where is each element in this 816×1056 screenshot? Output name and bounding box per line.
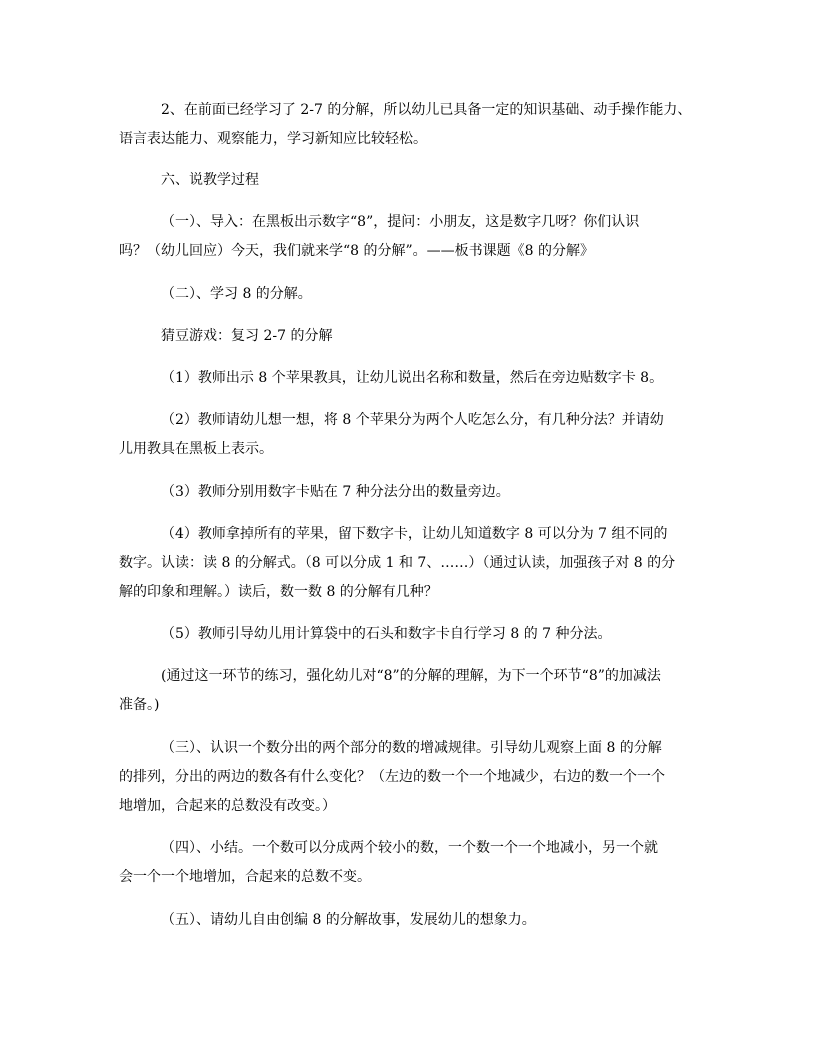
text-line: （4）教师拿掉所有的苹果，留下数字卡，让幼儿知道数字 8 可以分为 7 组不同的 — [161, 526, 668, 542]
paragraph-step-4 — [119, 520, 709, 607]
text-line: 儿用教具在黑板上表示。 — [119, 441, 273, 457]
paragraph-practice-note — [119, 662, 709, 720]
text-line: （五）、请幼儿自由创编 8 的分解故事，发展幼儿的想象力。 — [161, 912, 536, 928]
text-line: （5）教师引导幼儿用计算袋中的石头和数字卡自行学习 8 的 7 种分法。 — [161, 626, 612, 642]
paragraph-part-3 — [119, 734, 709, 821]
text-line: 语言表达能力、观察能力，学习新知应比较轻松。 — [119, 131, 427, 147]
text-line: (通过这一环节的练习，强化幼儿对“8”的分解的理解，为下一个环节“8”的加减法 — [161, 668, 661, 684]
text-line: 准备。) — [119, 697, 160, 713]
text-line: （三）、认识一个数分出的两个部分的数的增减规律。引导幼儿观察上面 8 的分解 — [161, 740, 662, 756]
text-line: （1）教师出示 8 个苹果教具，让幼儿说出名称和数量，然后在旁边贴数字卡 8。 — [161, 370, 664, 386]
text-line: 的排列，分出的两边的数各有什么变化？（左边的数一个一个地减少，右边的数一个一个 — [119, 769, 665, 785]
paragraph-learn-8 — [119, 280, 709, 309]
text-line: （二）、学习 8 的分解。 — [161, 286, 312, 302]
paragraph-part-5 — [119, 906, 709, 935]
paragraph-step-1 — [119, 364, 709, 393]
paragraph-bean-game — [119, 322, 709, 351]
text-line: 解的印象和理解。）读后，数一数 8 的分解有几种？ — [119, 584, 438, 600]
text-line: （一）、导入：在黑板出示数字“8”，提问：小朋友，这是数字几呀？你们认识 — [161, 214, 640, 230]
section-heading-teaching-process — [119, 166, 709, 195]
text-line: 2、在前面已经学习了 2-7 的分解，所以幼儿已具备一定的知识基础、动手操作能力、 — [161, 102, 692, 118]
text-line: （3）教师分别用数字卡贴在 7 种分法分出的数量旁边。 — [161, 484, 510, 500]
text-line: 地增加，合起来的总数没有改变。） — [119, 798, 336, 814]
text-line: （四）、小结。一个数可以分成两个较小的数，一个数一个一个地减小，另一个就 — [161, 840, 658, 856]
paragraph-prior-knowledge — [119, 96, 709, 154]
text-line: 猜豆游戏：复习 2-7 的分解 — [161, 328, 333, 344]
text-line: 会一个一个地增加，合起来的总数不变。 — [119, 869, 371, 885]
paragraph-step-2 — [119, 406, 709, 464]
paragraph-summary — [119, 834, 709, 892]
text-line: （2）教师请幼儿想一想，将 8 个苹果分为两个人吃怎么分，有几种分法？并请幼 — [161, 412, 664, 428]
paragraph-step-5 — [119, 620, 709, 649]
paragraph-step-3 — [119, 478, 709, 507]
text-line: 六、说教学过程 — [161, 172, 259, 188]
paragraph-introduction — [119, 208, 709, 266]
text-line: 数字。认读：读 8 的分解式。（8 可以分成 1 和 7、……）（通过认读，加强孩子对 8 的分 — [119, 555, 676, 571]
text-line: 吗？（幼儿回应）今天，我们就来学“8 的分解”。——板书课题《8 的分解》 — [119, 243, 595, 259]
